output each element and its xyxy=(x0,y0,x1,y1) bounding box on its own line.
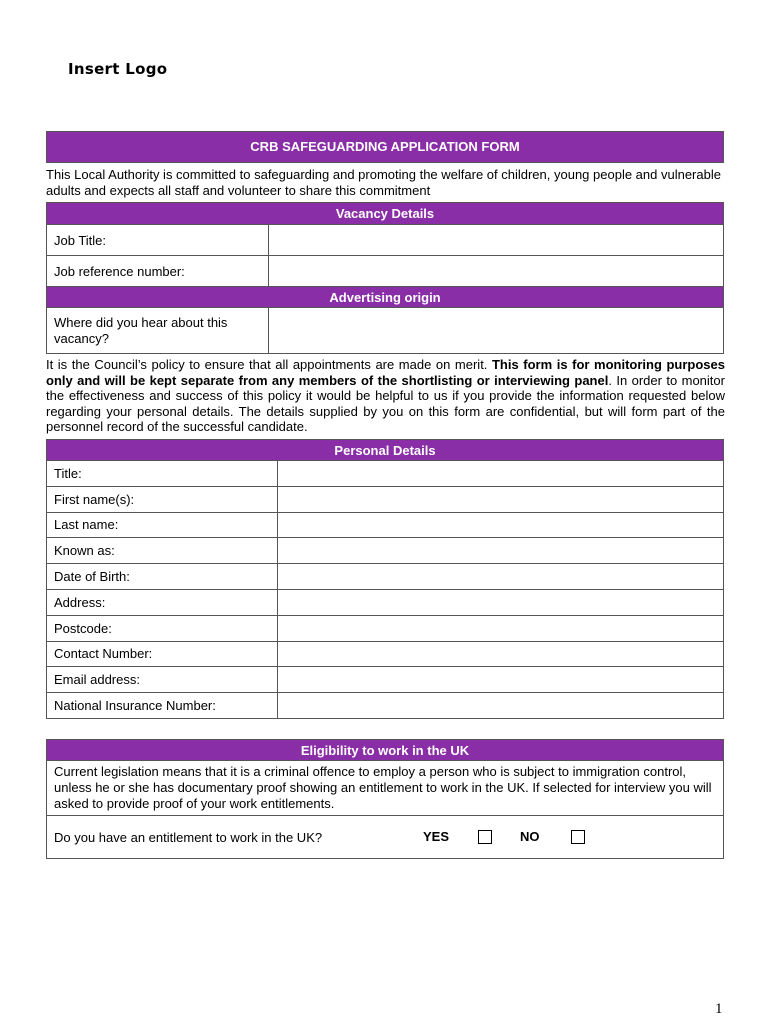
last-name-input[interactable] xyxy=(278,512,724,538)
eligibility-question: Do you have an entitlement to work in the UK? xyxy=(54,829,323,845)
form-row xyxy=(47,256,724,287)
yes-label: YES xyxy=(423,829,450,844)
eligibility-question-row xyxy=(47,816,724,859)
last-name-label: Last name: xyxy=(47,512,278,538)
form-row xyxy=(47,589,724,615)
personal-details-heading: Personal Details xyxy=(47,440,724,461)
policy-text-part2: . In order to monitor the effectiveness and success of this policy it would be helpful to us if you provide the information requested below regarding your personal details. The details supplied by you on this form are confidential, but will form part of the personnel record of the successful candidate. xyxy=(46,372,725,435)
form-row xyxy=(47,512,724,538)
vacancy-source-label: Where did you hear about this vacancy? xyxy=(47,308,269,354)
no-checkbox[interactable] xyxy=(571,830,585,844)
contact-number-input[interactable] xyxy=(278,641,724,667)
personal-details-table xyxy=(46,439,724,719)
eligibility-text: Current legislation means that it is a criminal offence to employ a person who is subject to immigration control, unless he or she has documentary proof showing an entitlement to work in the UK. If selected for interview you will asked to provide proof of your work entitlements. xyxy=(47,761,724,816)
form-row xyxy=(47,564,724,590)
email-address-label: Email address: xyxy=(47,667,278,693)
eligibility-table xyxy=(46,739,724,859)
logo-placeholder: Insert Logo xyxy=(68,60,168,78)
form-row xyxy=(47,538,724,564)
job-title-input[interactable] xyxy=(269,225,724,256)
date-of-birth-input[interactable] xyxy=(278,564,724,590)
postcode-input[interactable] xyxy=(278,615,724,641)
form-row xyxy=(47,308,724,354)
form-row xyxy=(47,486,724,512)
known-as-input[interactable] xyxy=(278,538,724,564)
date-of-birth-label: Date of Birth: xyxy=(47,564,278,590)
national-insurance-input[interactable] xyxy=(278,693,724,719)
contact-number-label: Contact Number: xyxy=(47,641,278,667)
form-row xyxy=(47,461,724,487)
form-row xyxy=(47,693,724,719)
job-reference-input[interactable] xyxy=(269,256,724,287)
postcode-label: Postcode: xyxy=(47,615,278,641)
job-reference-label: Job reference number: xyxy=(47,256,269,287)
form-title: CRB SAFEGUARDING APPLICATION FORM xyxy=(46,131,724,163)
title-input[interactable] xyxy=(278,461,724,487)
vacancy-table xyxy=(46,202,724,354)
vacancy-source-input[interactable] xyxy=(269,308,724,354)
national-insurance-label: National Insurance Number: xyxy=(47,693,278,719)
advertising-origin-heading: Advertising origin xyxy=(47,287,724,308)
address-label: Address: xyxy=(47,589,278,615)
yes-checkbox[interactable] xyxy=(478,830,492,844)
eligibility-heading: Eligibility to work in the UK xyxy=(47,740,724,761)
policy-text-bold: This form is for monitoring purposes only and will be kept separate from any members of the shortlisting or interviewing panel xyxy=(46,357,725,388)
form-row xyxy=(47,667,724,693)
page-number: 1 xyxy=(715,1001,723,1017)
form-row xyxy=(47,225,724,256)
no-label: NO xyxy=(520,829,540,844)
email-address-input[interactable] xyxy=(278,667,724,693)
title-label: Title: xyxy=(47,461,278,487)
address-input[interactable] xyxy=(278,589,724,615)
policy-text-part1: It is the Council’s policy to ensure that all appointments are made on merit. xyxy=(46,357,492,372)
policy-text xyxy=(46,357,725,435)
first-name-input[interactable] xyxy=(278,486,724,512)
form-row xyxy=(47,615,724,641)
first-name-label: First name(s): xyxy=(47,486,278,512)
known-as-label: Known as: xyxy=(47,538,278,564)
vacancy-details-heading: Vacancy Details xyxy=(47,203,724,225)
job-title-label: Job Title: xyxy=(47,225,269,256)
form-row xyxy=(47,641,724,667)
intro-text: This Local Authority is committed to safeguarding and promoting the welfare of children, young people and vulnerable adults and expects all staff and volunteer to share this commitment xyxy=(46,167,721,198)
